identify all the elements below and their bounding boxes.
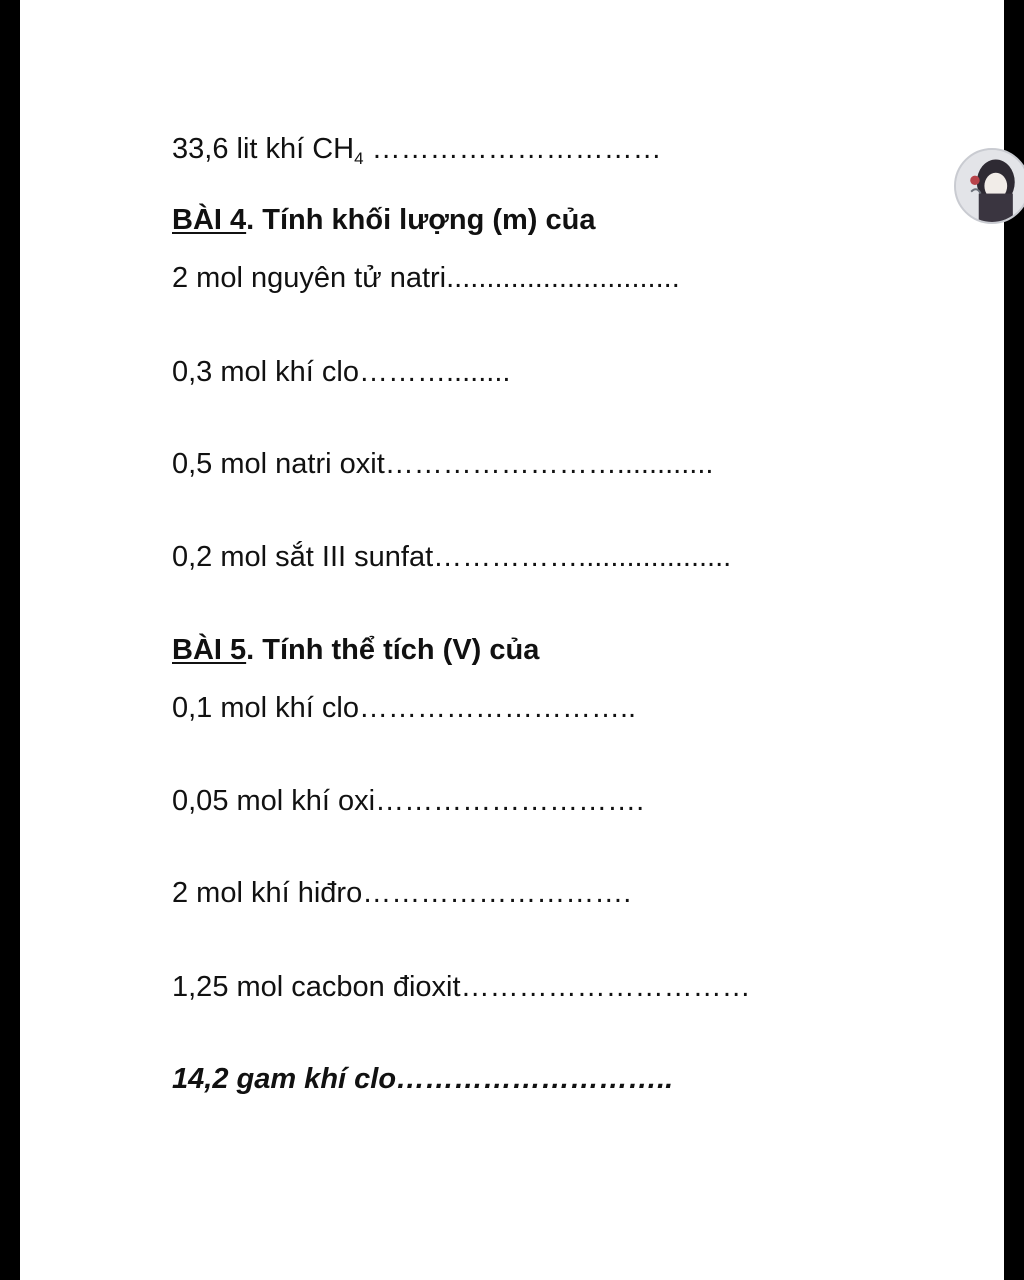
- line-bai4-item-3: 0,5 mol natri oxit……………………............: [172, 448, 714, 480]
- heading-bai-5: BÀI 5. Tính thể tích (V) của: [172, 634, 540, 666]
- document-page: [20, 0, 1004, 1280]
- line-bai5-item-5: 14,2 gam khí clo………………………..: [172, 1063, 674, 1095]
- line-bai5-item-4: 1,25 mol cacbon đioxit…………………………: [172, 971, 751, 1003]
- line-bai4-item-2: 0,3 mol khí clo………........: [172, 356, 511, 388]
- avatar-illustration: [956, 150, 1024, 222]
- line-ch4: 33,6 lit khí $CH_4$ …………………………: [172, 133, 662, 168]
- line-bai5-item-3: 2 mol khí hiđro……………………….: [172, 877, 632, 909]
- line-bai4-item-1: 2 mol nguyên tử natri.............................: [172, 262, 680, 294]
- line-bai5-item-1: 0,1 mol khí clo………………………..: [172, 692, 637, 724]
- line-bai4-item-4: 0,2 mol sắt III sunfat……………...................: [172, 541, 732, 573]
- line-bai5-item-2: 0,05 mol khí oxi……………………….: [172, 785, 645, 817]
- heading-bai-4: BÀI 4. Tính khối lượng (m) của: [172, 204, 596, 236]
- profile-avatar-icon[interactable]: [954, 148, 1024, 224]
